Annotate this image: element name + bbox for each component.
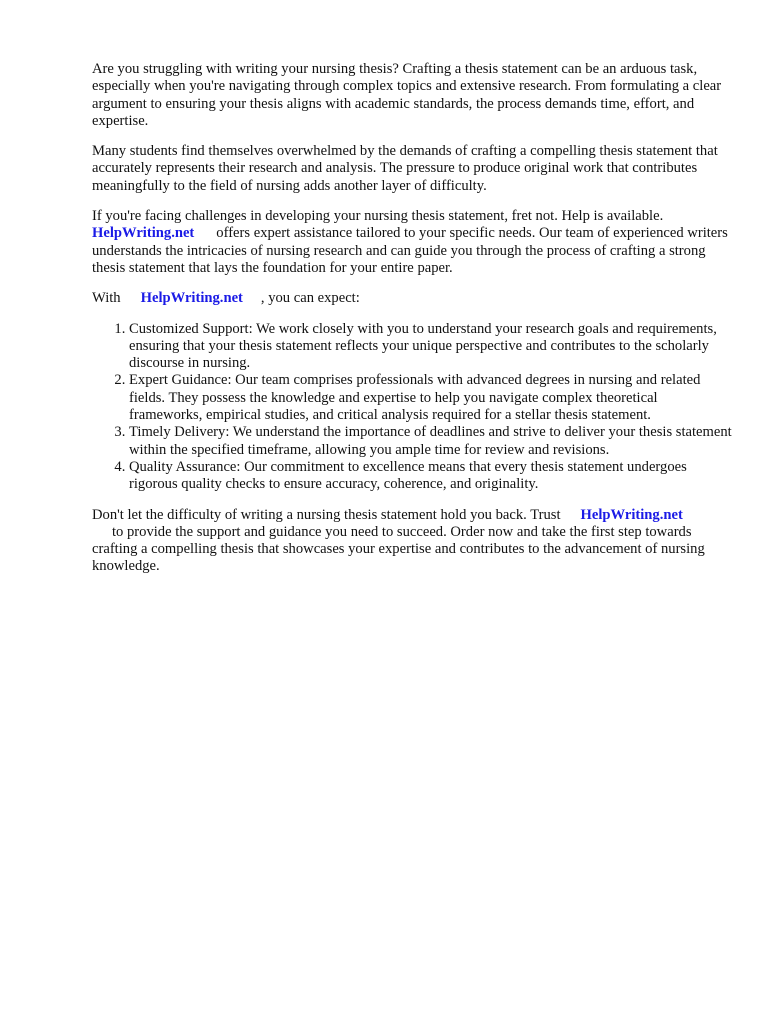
intro-paragraph: Are you struggling with writing your nursing thesis? Crafting a thesis statement can be an arduous task, especially when you're navigating through complex topics and extensive research. From formulating a clear argument to ensuring your thesis aligns with academic standards, the process demands time, effort, and expertise. [92,61,722,129]
helpwriting-link[interactable]: HelpWriting.net [140,290,243,307]
help-text-before: If you're facing challenges in developing your nursing thesis statement, fret not. Help is available. [92,208,664,225]
with-paragraph [92,290,732,307]
list-item: 3. Timely Delivery: We understand the importance of deadlines and strive to deliver your thesis statement within the specified timeframe, allowing you ample time for review and revisions. [129,424,732,459]
list-item: 1. Customized Support: We work closely with you to understand your research goals and requirements, ensuring that your thesis statement reflects your unique perspective and contributes to the scholarly discourse in nursing. [129,321,732,373]
help-text-after: offers expert assistance tailored to your specific needs. Our team of experienced writers understands the intricacies of nursing research and can guide you through the process of crafting a strong thesis statement that lays the foundation for your entire paper. [92,225,728,276]
closing-paragraph [92,507,732,576]
overwhelm-paragraph: Many students find themselves overwhelmed by the demands of crafting a compelling thesis statement that accurately represents their research and analysis. The pressure to produce original work that contributes meaningfully to the field of nursing adds another layer of difficulty. [92,143,718,194]
closing-text-after: to provide the support and guidance you need to succeed. Order now and take the first step towards crafting a compelling thesis that showcases your expertise and contributes to the advancement of nursing knowledge. [92,523,705,575]
with-text-before: With [92,290,121,307]
list-item: 2. Expert Guidance: Our team comprises professionals with advanced degrees in nursing and related fields. They possess the knowledge and expertise to help you navigate complex theoretical frameworks, empirical studies, and critical analysis required for a stellar thesis statement. [129,372,732,424]
benefits-list [92,321,732,494]
document-page [92,61,732,589]
helpwriting-link[interactable]: HelpWriting.net [92,225,195,242]
closing-text-before: Don't let the difficulty of writing a nursing thesis statement hold you back. Trust [92,506,561,523]
with-text-after: , you can expect: [260,290,360,307]
list-item: 4. Quality Assurance: Our commitment to excellence means that every thesis statement undergoes rigorous quality checks to ensure accuracy, coherence, and originality. [129,459,732,494]
help-paragraph [92,208,732,277]
helpwriting-link[interactable]: HelpWriting.net [580,506,683,523]
